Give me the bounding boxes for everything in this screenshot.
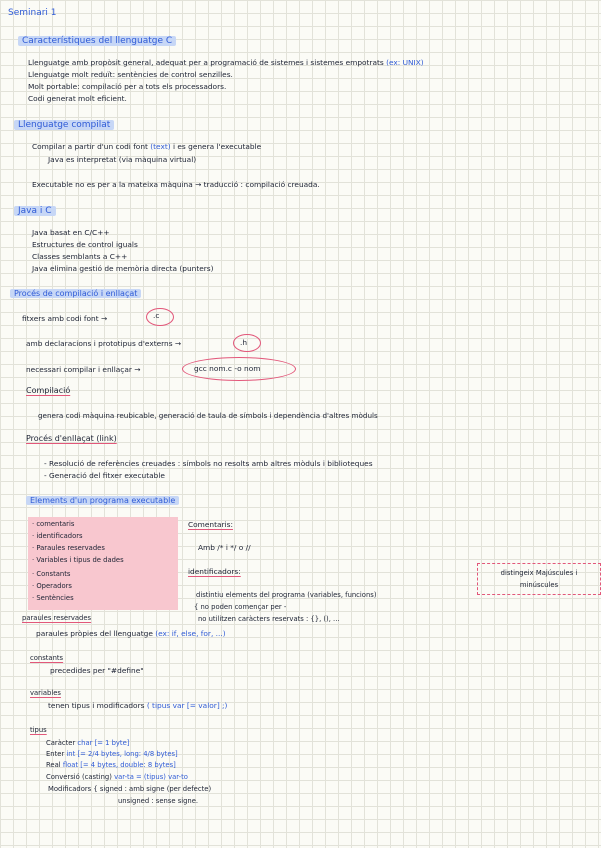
elements-item-2: · identificadors (32, 532, 83, 540)
heading-constants: constants (30, 654, 64, 662)
identificadors-line-3: no utilitzen caràcters reservats : {}, (), ... (198, 615, 340, 623)
caracteristiques-line-3: Molt portable: compilació per a tots els processadors. (28, 82, 227, 91)
heading-enllacat: Procés d'enllaçat (link) (26, 434, 117, 443)
caracteristiques-line-1: Llenguatge amb propòsit general, adequat per a programació de sistemes i sistemes empotrats (ex: UNIX) (28, 58, 424, 67)
constants-line: precedides per "#define" (50, 666, 144, 675)
compilacio-line: genera codi màquina reubicable, generació de taula de símbols i dependència d'altres mòduls (38, 411, 378, 420)
heading-compilat: Llenguatge compilat (14, 120, 114, 130)
modificadors-row-2: unsigned : sense signe. (118, 797, 199, 805)
elements-item-5: · Constants (32, 570, 71, 578)
elements-item-6: · Operadors (32, 582, 72, 590)
tipus-row-4: Conversió (casting) var-ta = (tipus) var-to (46, 773, 188, 781)
gcc-command: gcc nom.c -o nom (194, 364, 261, 373)
compilat-line-2: Java es interpretat (via màquina virtual) (48, 155, 197, 164)
heading-tipus: tipus (30, 726, 47, 734)
tipus-row-1: Caràcter char [= 1 byte] (46, 739, 130, 747)
compilat-line-3: Executable no es per a la mateixa màquina → traducció : compilació creuada. (32, 180, 320, 189)
heading-caracteristiques: Característiques del llenguatge C (18, 36, 176, 46)
paraules-line: paraules pròpies del llenguatge (ex: if, else, for, ...) (36, 629, 226, 638)
page-title: Seminari 1 (8, 8, 57, 18)
heading-proces: Procés de compilació i enllaçat (10, 289, 141, 298)
java-line-2: Estructures de control iguals (32, 240, 138, 249)
variables-line: tenen tipus i modificadors ( tipus var [= valor] ;) (48, 701, 228, 710)
identificadors-label: identificadors: (188, 567, 241, 576)
java-line-4: Java elimina gestió de memòria directa (punters) (32, 264, 214, 273)
heading-java: Java i C (14, 206, 56, 216)
caracteristiques-line-2: Llenguatge molt reduït: sentències de control senzilles. (28, 70, 233, 79)
comentaris-label: Comentaris: (188, 520, 233, 529)
proces-line-1: fitxers amb codi font → (22, 314, 108, 323)
modificadors-row-1: Modificadors { signed : amb signe (per defecte) (48, 785, 212, 793)
note-majuscules: distingeix Majúscules i minúscules (500, 569, 578, 589)
enllacat-line-2: - Generació del fitxer executable (44, 471, 165, 480)
highlight-ellipse-c (146, 308, 174, 326)
elements-item-1: · comentaris (32, 520, 75, 528)
java-line-1: Java basat en C/C++ (32, 228, 110, 237)
enllacat-line-1: - Resolució de referències creuades : símbols no resolts amb altres mòduls i biblioteques (44, 459, 373, 468)
heading-compilacio: Compilació (26, 386, 71, 395)
heading-elements: Elements d'un programa executable (26, 496, 179, 505)
elements-item-3: · Paraules reservades (32, 544, 105, 552)
identificadors-line-2: { no poden començar per - (194, 603, 287, 611)
comentaris-syntax: Amb /* i */ o // (198, 543, 251, 552)
proces-line-3: necessari compilar i enllaçar → (26, 365, 141, 374)
heading-variables: variables (30, 689, 61, 697)
elements-item-7: · Sentències (32, 594, 74, 602)
ext-c: .c (153, 311, 160, 320)
elements-item-4: · Variables i tipus de dades (32, 556, 124, 564)
tipus-row-2: Enter int [= 2/4 bytes, long: 4/8 bytes] (46, 750, 178, 758)
heading-paraules: paraules reservades (22, 614, 92, 622)
caracteristiques-line-4: Codi generat molt eficient. (28, 94, 127, 103)
ext-h: .h (240, 338, 248, 347)
compilat-line-1: Compilar a partir d'un codi font (text) i es genera l'executable (32, 142, 262, 151)
example-unix: (ex: UNIX) (386, 58, 424, 67)
tipus-row-3: Real float [= 4 bytes, double: 8 bytes] (46, 761, 176, 769)
java-line-3: Classes semblants a C++ (32, 252, 128, 261)
identificadors-line-1: distintiu elements del programa (variables, funcions) (196, 591, 377, 599)
proces-line-2: amb declaracions i prototipus d'externs → (26, 339, 182, 348)
